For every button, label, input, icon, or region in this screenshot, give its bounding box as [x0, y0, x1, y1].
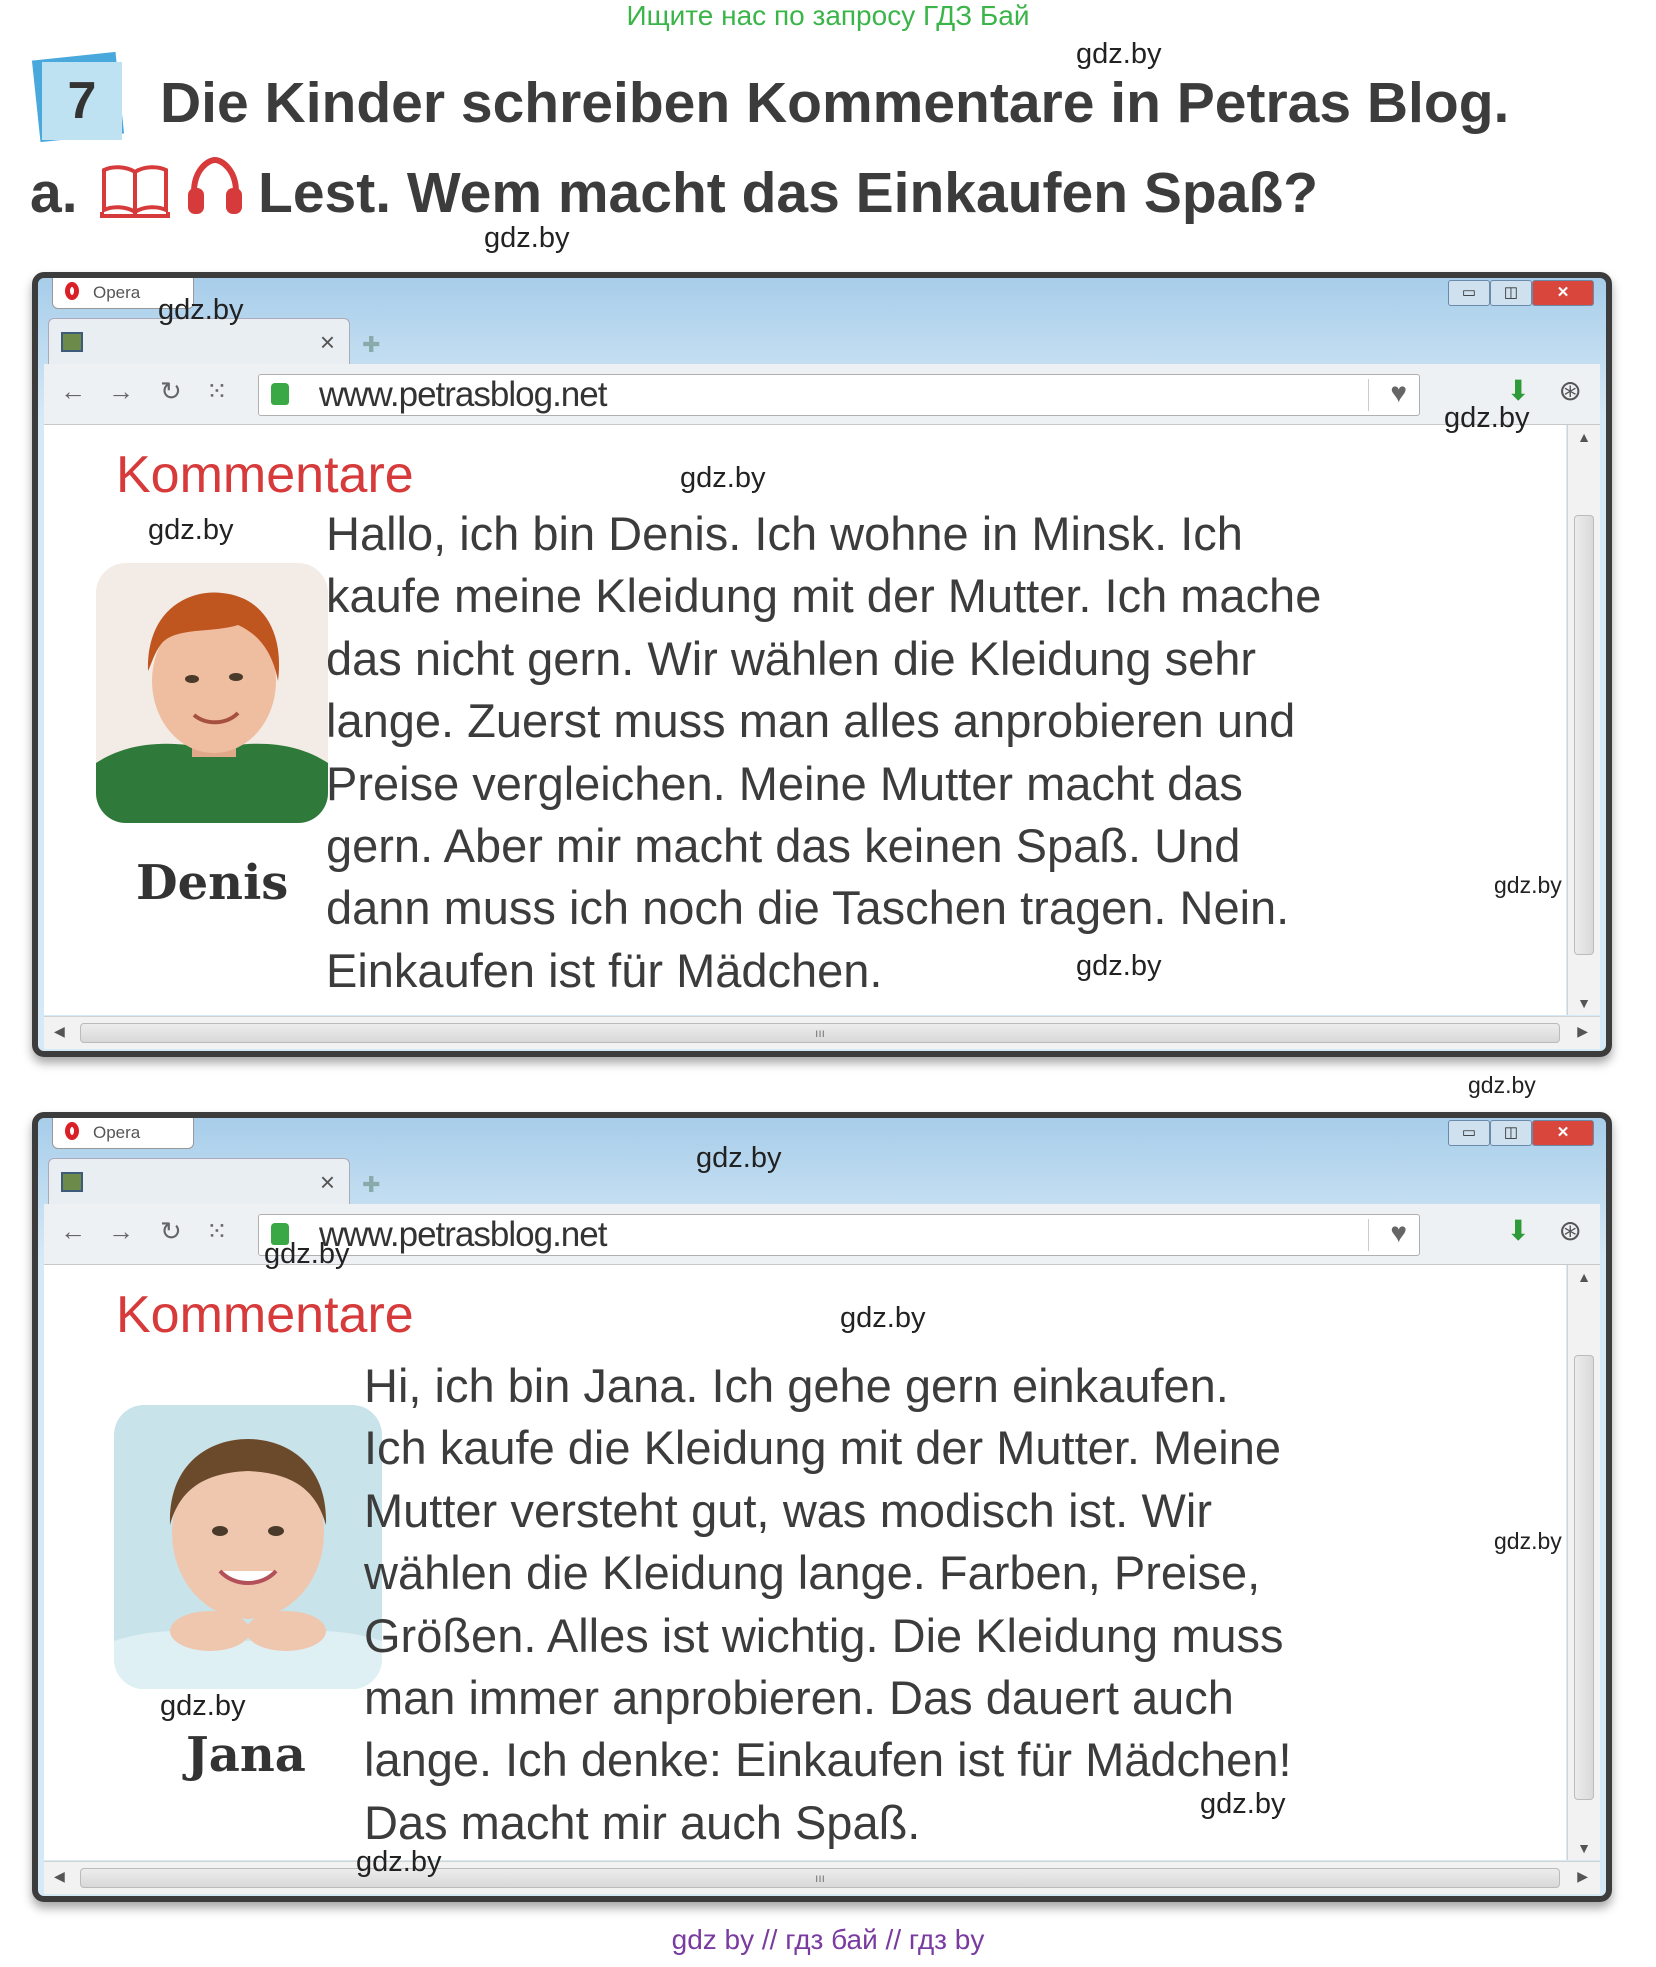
close-window-button[interactable]: ✕ — [1532, 1120, 1594, 1146]
back-arrow-icon[interactable]: ← — [60, 376, 86, 406]
address-url: www.petrasblog.net — [319, 1215, 607, 1254]
scroll-down-icon[interactable]: ▼ — [1577, 995, 1591, 1011]
jana-name: Jana — [186, 1727, 306, 1783]
horizontal-scroll-thumb[interactable]: ııı — [80, 1868, 1560, 1888]
watermark: gdz.by — [160, 1690, 246, 1722]
browser-window-denis — [32, 272, 1612, 1057]
comment-line: Hi, ich bin Jana. Ich gehe gern einkaufen. — [364, 1359, 1229, 1412]
close-tab-icon[interactable]: × — [319, 327, 335, 357]
browser-tab[interactable] — [48, 1158, 350, 1205]
watermark: gdz.by — [1494, 1528, 1562, 1554]
horizontal-scrollbar[interactable] — [44, 1016, 1600, 1049]
opera-logo-icon — [65, 1122, 79, 1140]
close-window-button[interactable]: ✕ — [1532, 280, 1594, 306]
comment-line: Größen. Alles ist wichtig. Die Kleidung muss — [364, 1608, 1284, 1662]
scroll-left-icon[interactable]: ◀ — [54, 1868, 65, 1884]
watermark: gdz.by — [264, 1238, 350, 1270]
lock-icon — [271, 383, 289, 405]
opera-logo-icon — [65, 282, 79, 300]
watermark: gdz.by — [356, 1846, 442, 1878]
vertical-scrollbar[interactable] — [1567, 425, 1600, 1015]
scroll-right-icon[interactable]: ▶ — [1577, 1023, 1588, 1039]
window-controls — [1448, 1120, 1598, 1148]
comment-line: Mutter versteht gut, was modisch ist. Wir — [364, 1483, 1212, 1537]
sub-task-title: Lest. Wem macht das Einkaufen Spaß? — [258, 161, 1319, 225]
watermark: gdz.by — [680, 462, 766, 494]
watermark: gdz.by — [1468, 1072, 1536, 1098]
forward-arrow-icon[interactable]: → — [108, 1216, 134, 1246]
watermark: gdz.by — [1200, 1788, 1286, 1820]
address-url: www.petrasblog.net — [319, 375, 607, 414]
comment-line: Das macht mir auch Spaß. — [364, 1795, 921, 1849]
back-arrow-icon[interactable]: ← — [60, 1216, 86, 1246]
scroll-down-icon[interactable]: ▼ — [1577, 1840, 1591, 1856]
close-tab-icon[interactable]: × — [319, 1167, 335, 1197]
download-icon[interactable]: ⬇ — [1506, 375, 1530, 406]
watermark: gdz.by — [1444, 402, 1530, 434]
comment-line: lange. Zuerst muss man alles anprobieren und — [326, 694, 1296, 748]
watermark: gdz.by — [1494, 872, 1562, 898]
watermark: gdz.by — [840, 1302, 926, 1334]
watermark: gdz.by — [148, 514, 234, 546]
exercise-title: Die Kinder schreiben Kommentare in Petras Blog. — [160, 71, 1510, 135]
address-bar[interactable] — [258, 1214, 1420, 1256]
horizontal-scroll-thumb[interactable]: ııı — [80, 1023, 1560, 1043]
new-tab-icon[interactable]: ✚ — [362, 332, 381, 357]
opera-menu-button[interactable]: Opera — [52, 278, 194, 309]
browser-toolbar — [44, 364, 1600, 425]
opera-menu-button[interactable]: Opera — [52, 1118, 194, 1149]
forward-arrow-icon[interactable]: → — [108, 376, 134, 406]
denis-photo — [96, 563, 328, 823]
watermark: gdz.by — [696, 1142, 782, 1174]
vertical-scroll-thumb[interactable] — [1574, 515, 1594, 955]
jana-photo — [114, 1405, 382, 1689]
comment-line: man immer anprobieren. Das dauert auch — [364, 1670, 1234, 1724]
comment-line: das nicht gern. Wir wählen die Kleidung sehr — [326, 631, 1257, 685]
headphones-icon — [186, 156, 244, 218]
tab-favicon-icon — [61, 1172, 83, 1192]
extension-icon[interactable]: ⊛ — [1558, 1215, 1582, 1246]
comment-line: Einkaufen ist für Mädchen. — [326, 943, 883, 997]
vertical-scroll-thumb[interactable] — [1574, 1355, 1594, 1800]
comment-line: Hallo, ich bin Denis. Ich wohne in Minsk. Ich — [326, 507, 1243, 560]
watermark: gdz.by — [1076, 38, 1162, 70]
horizontal-scrollbar[interactable] — [44, 1861, 1600, 1894]
download-icon[interactable]: ⬇ — [1506, 1215, 1530, 1246]
page-content — [44, 425, 1566, 1015]
minimize-button[interactable]: ▭ — [1448, 1120, 1490, 1146]
book-icon — [98, 162, 172, 218]
reload-icon[interactable]: ↻ — [160, 1216, 182, 1246]
denis-comment-text — [326, 503, 1322, 1002]
comment-line: wählen die Kleidung lange. Farben, Preise, — [364, 1546, 1261, 1600]
scroll-right-icon[interactable]: ▶ — [1577, 1868, 1588, 1884]
watermark: gdz.by — [484, 222, 570, 254]
comments-heading: Kommentare — [116, 446, 414, 504]
speed-dial-icon[interactable]: ⁙ — [206, 1216, 228, 1246]
heart-icon[interactable]: ♥ — [1390, 377, 1407, 408]
speed-dial-icon[interactable]: ⁙ — [206, 376, 228, 406]
comment-line: Preise vergleichen. Meine Mutter macht das — [326, 756, 1243, 810]
heart-icon[interactable]: ♥ — [1390, 1217, 1407, 1248]
scroll-up-icon[interactable]: ▲ — [1577, 429, 1591, 445]
comment-line: lange. Ich denke: Einkaufen ist für Mädchen! — [364, 1733, 1292, 1787]
bottom-note: gdz by // гдз бай // гдз by — [671, 1924, 985, 1955]
reload-icon[interactable]: ↻ — [160, 376, 182, 406]
sub-task-letter: a. — [30, 161, 78, 225]
browser-window-jana — [32, 1112, 1612, 1902]
page-content — [44, 1265, 1566, 1860]
extension-icon[interactable]: ⊛ — [1558, 375, 1582, 406]
exercise-number-badge — [30, 56, 128, 144]
comment-line: dann muss ich noch die Taschen tragen. Nein. — [326, 881, 1290, 935]
vertical-scrollbar[interactable] — [1567, 1265, 1600, 1860]
watermark: gdz.by — [158, 294, 244, 326]
maximize-button[interactable]: ◫ — [1490, 1120, 1532, 1146]
comment-line: kaufe meine Kleidung mit der Mutter. Ich mache — [326, 569, 1322, 623]
maximize-button[interactable]: ◫ — [1490, 280, 1532, 306]
comment-line: gern. Aber mir macht das keinen Spaß. Und — [326, 818, 1241, 872]
tab-favicon-icon — [61, 332, 83, 352]
new-tab-icon[interactable]: ✚ — [362, 1172, 381, 1197]
window-controls — [1448, 280, 1598, 308]
scroll-up-icon[interactable]: ▲ — [1577, 1269, 1591, 1285]
comment-line: Ich kaufe die Kleidung mit der Mutter. Meine — [364, 1421, 1281, 1475]
address-bar[interactable] — [258, 374, 1420, 416]
denis-name: Denis — [136, 855, 289, 911]
watermark: gdz.by — [1076, 950, 1162, 982]
scroll-left-icon[interactable]: ◀ — [54, 1023, 65, 1039]
minimize-button[interactable]: ▭ — [1448, 280, 1490, 306]
exercise-number: 7 — [67, 72, 97, 130]
top-search-note: Ищите нас по запросу ГДЗ Бай — [626, 0, 1030, 31]
comments-heading: Kommentare — [116, 1286, 414, 1344]
